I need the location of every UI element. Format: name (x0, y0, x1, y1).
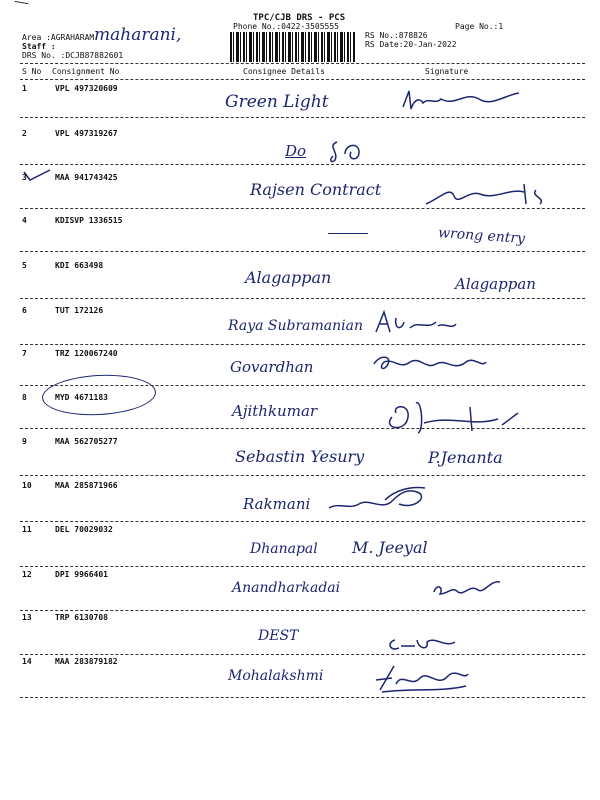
row-consignee: Raya Subramanian (228, 318, 364, 334)
row-consignment: VPL 497320609 (55, 84, 118, 93)
row-divider (20, 164, 585, 165)
row-consignee: Rajsen Contract (250, 180, 382, 199)
row-consignment: KDI 663498 (55, 261, 104, 270)
barcode-image (230, 32, 355, 62)
row-consignment: MAA 562705277 (55, 437, 118, 446)
row-divider (20, 566, 585, 567)
page-number: Page No.:1 (455, 22, 504, 31)
row-consignment: MYD 4671183 (55, 393, 108, 402)
row-sno: 12 (22, 570, 32, 579)
row-consignment: DEL 70029032 (55, 525, 113, 534)
row-signature-drawing (385, 632, 465, 656)
rs-date: RS Date:20-Jan-2022 (365, 40, 457, 49)
row-sno: 7 (22, 349, 27, 358)
row-divider (20, 697, 585, 698)
row-sno: 6 (22, 306, 27, 315)
row-signature-drawing (420, 178, 550, 212)
row-signature-drawing (430, 572, 510, 602)
row-consignee: Rakmani (243, 495, 311, 513)
header-divider-bottom (20, 79, 585, 80)
row-divider (20, 117, 585, 118)
document-title: TPC/CJB DRS - PCS (253, 13, 346, 23)
row-consignment: VPL 497319267 (55, 129, 118, 138)
row-consignment: MAA 283879182 (55, 657, 118, 666)
row-signature-drawing (325, 136, 385, 166)
row-divider (20, 654, 585, 655)
row-consignment: TRP 6130708 (55, 613, 108, 622)
area-label: Area :AGRAHARAM (22, 33, 95, 42)
row-signature-drawing (372, 395, 522, 437)
row-divider (20, 521, 585, 522)
row-signature-drawing (372, 662, 472, 696)
row-sno: 13 (22, 613, 32, 622)
row-signature-drawing (372, 308, 462, 338)
row-sno: 1 (22, 84, 27, 93)
row-sno: 14 (22, 657, 32, 666)
row-sno: 10 (22, 481, 32, 490)
row-sno: 2 (22, 129, 27, 138)
row-divider (20, 251, 585, 252)
drs-number: DRS No. :DCJB87882601 (22, 51, 124, 60)
row-consignment: TUT 172126 (55, 306, 104, 315)
row-signature-drawing (395, 85, 525, 115)
row-consignee: Anandharkadai (232, 580, 341, 596)
col-signature: Signature (425, 67, 469, 76)
row-signature: M. Jeeyal (352, 538, 428, 557)
row-signature-drawing (370, 350, 490, 380)
row-sno: 8 (22, 393, 27, 402)
area-handwritten: maharani, (94, 25, 182, 45)
row-consignee: Do (285, 142, 307, 160)
row-consignee: Sebastin Yesury (235, 447, 365, 466)
row-sno: 11 (22, 525, 32, 534)
col-sno: S No (22, 67, 42, 76)
row-sno: 9 (22, 437, 27, 446)
row-consignee: DEST (258, 628, 299, 644)
row-signature: Alagappan (455, 275, 536, 293)
row-consignment: MAA 285871966 (55, 481, 118, 490)
row-consignment: MAA 941743425 (55, 173, 118, 182)
corner-mark (13, 1, 28, 10)
row-consignee: Dhanapal (250, 541, 318, 557)
col-consignee: Consignee Details (243, 67, 325, 76)
row-consignment: TRZ 120067240 (55, 349, 118, 358)
staff-label: Staff : (22, 42, 56, 51)
row-consignee: Alagappan (245, 268, 332, 287)
col-consignment: Consignment No (52, 67, 120, 76)
strike-line (328, 233, 368, 234)
row-signature: wrong entry (437, 224, 526, 248)
row-sno: 5 (22, 261, 27, 270)
row-sno: 4 (22, 216, 27, 225)
row-divider (20, 344, 585, 345)
row-consignee: Ajithkumar (232, 402, 318, 420)
row-divider (20, 610, 585, 611)
row-signature: P.Jenanta (428, 448, 503, 467)
row-sno: 3 (22, 173, 27, 182)
row-consignee: Green Light (225, 92, 329, 112)
row-divider (20, 298, 585, 299)
row-divider (20, 428, 585, 429)
header-divider-top (20, 63, 585, 64)
rs-number: RS No.:878826 (365, 31, 428, 40)
row-consignment: DPI 9966401 (55, 570, 108, 579)
row-divider (20, 208, 585, 209)
row-signature-drawing (325, 480, 435, 516)
row-consignment: KDISVP 1336515 (55, 216, 123, 225)
phone-number: Phone No.:0422-3505555 (233, 22, 339, 31)
row-divider (20, 475, 585, 476)
row-consignee: Govardhan (230, 358, 314, 376)
row-consignee: Mohalakshmi (228, 668, 324, 684)
